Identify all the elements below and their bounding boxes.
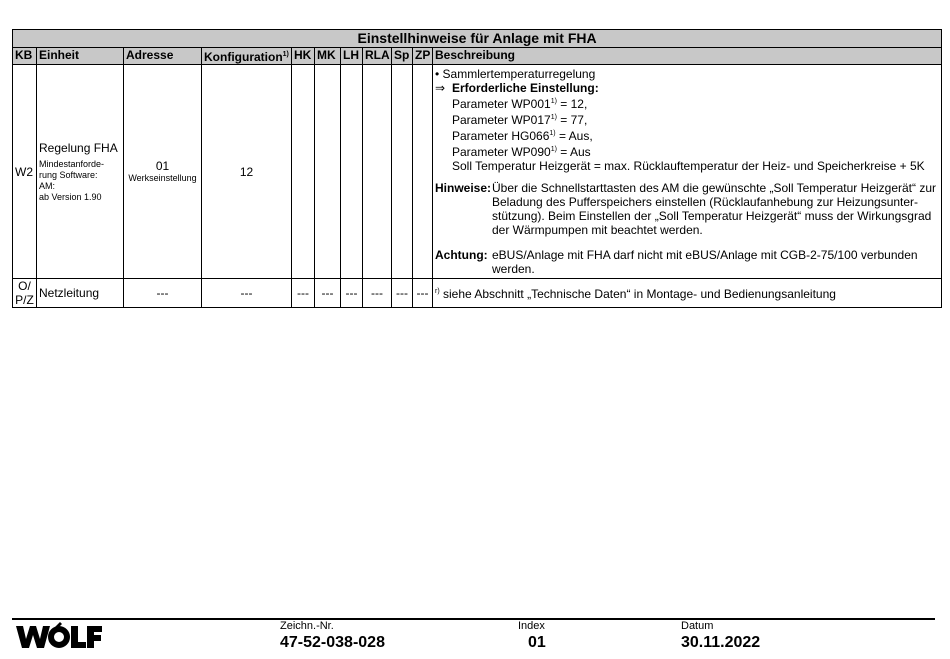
row1-rla [363, 65, 392, 279]
achtung-label: Achtung: [435, 248, 488, 262]
hinweise-line: stützung). Beim Einstellen der „Soll Temperatur Heizgerät“ muss der Wirkungsgrad [492, 209, 932, 223]
wolf-logo [16, 622, 102, 649]
header-adresse: Adresse [124, 48, 202, 65]
header-mk: MK [315, 48, 341, 65]
zeichn-label: Zeichn.-Nr. [280, 620, 334, 632]
param-name: Parameter WP090 [452, 145, 551, 159]
param-footnote: 1) [550, 114, 557, 121]
table-row [13, 279, 942, 308]
table-title: Einstellhinweise für Anlage mit FHA [13, 30, 942, 48]
achtung-block [435, 248, 939, 276]
row1-adresse [124, 65, 202, 279]
achtung-text [492, 248, 918, 276]
param-value: = Aus [556, 145, 591, 159]
footer-divider [12, 618, 935, 620]
row1-required-label: Erforderliche Einstellung: [452, 81, 599, 95]
row1-hk [292, 65, 315, 279]
header-konfiguration-label: Konfiguration [204, 50, 283, 64]
header-konfiguration [202, 48, 292, 65]
row1-kb: W2 [13, 65, 37, 279]
row2-hk: --- [292, 279, 315, 308]
row2-einheit: Netzleitung [37, 279, 124, 308]
table-row [13, 65, 942, 279]
index-label: Index [518, 620, 545, 632]
datum-label: Datum [681, 620, 714, 632]
row2-lh: --- [341, 279, 363, 308]
arrow-icon: ⇒ [435, 81, 446, 95]
row1-sp [392, 65, 413, 279]
datum-value: 30.11.2022 [681, 634, 761, 651]
param-value: = 77, [556, 113, 588, 127]
param-line [435, 143, 939, 159]
param-name: Parameter HG066 [452, 129, 550, 143]
param-value: = 12, [556, 97, 588, 111]
row1-lh [341, 65, 363, 279]
header-row [13, 48, 942, 65]
row1-adresse-value: 01 [155, 159, 170, 173]
row2-desc: siehe Abschnitt „Technische Daten“ in Montage- und Bedienungsanleitung [443, 287, 836, 301]
row1-einheit [37, 65, 124, 279]
param-line [435, 127, 939, 143]
row2-footnote: r) [435, 288, 440, 295]
row1-beschreibung [433, 65, 942, 279]
header-rla: RLA [363, 48, 392, 65]
header-einheit: Einheit [37, 48, 124, 65]
row2-kb-line-2: P/Z [15, 293, 34, 307]
header-kb: KB [13, 48, 37, 65]
row2-kb [13, 279, 37, 308]
header-konfiguration-footnote: 1) [282, 51, 289, 58]
param-value: = Aus, [555, 129, 593, 143]
soll-line: Soll Temperatur Heizgerät = max. Rücklauftemperatur der Heiz- und Speicherkreise + 5K [452, 159, 925, 173]
row1-zp [413, 65, 433, 279]
row2-sp: --- [392, 279, 413, 308]
param-line [435, 95, 939, 111]
zeichn-value: 47-52-038-028 [280, 634, 385, 651]
row1-einheit-note-4: ab Version 1.90 [39, 191, 102, 202]
achtung-line: eBUS/Anlage mit FHA darf nicht mit eBUS/Anlage mit CGB-2-75/100 verbunden [492, 248, 918, 262]
index-value: 01 [528, 634, 546, 651]
settings-table [12, 29, 942, 308]
header-lh: LH [341, 48, 363, 65]
param-line [435, 111, 939, 127]
hinweise-line: der Wärmpumpen mit beachtet werden. [492, 223, 703, 237]
row1-bullet: • Sammlertemperaturregelung [435, 67, 596, 81]
hinweise-label: Hinweise: [435, 181, 492, 195]
row2-zp: --- [413, 279, 433, 308]
row2-mk: --- [315, 279, 341, 308]
hinweise-line: Beladung des Pufferspeichers einstellen (Rücklaufanhebung zur Heizungsunter- [492, 195, 919, 209]
row1-einheit-note-2: rung Software: [39, 169, 98, 180]
row1-konfiguration: 12 [202, 65, 292, 279]
row1-einheit-title: Regelung FHA [39, 140, 118, 155]
header-sp: Sp [392, 48, 413, 65]
hinweise-block [435, 181, 939, 237]
param-name: Parameter WP017 [452, 113, 551, 127]
row1-required-line [435, 81, 939, 95]
hinweise-line: Über die Schnellstarttasten des AM die gewünschte „Soll Temperatur Heizgerät“ zur [492, 181, 936, 195]
hinweise-text [492, 181, 936, 237]
header-zp: ZP [413, 48, 433, 65]
row1-mk [315, 65, 341, 279]
row2-kb-line-1: O/ [18, 279, 31, 293]
param-footnote: 1) [550, 146, 557, 153]
header-beschreibung: Beschreibung [433, 48, 942, 65]
param-name: Parameter WP001 [452, 97, 551, 111]
header-hk: HK [292, 48, 315, 65]
row2-adresse: --- [124, 279, 202, 308]
row2-konfiguration: --- [202, 279, 292, 308]
row2-rla: --- [363, 279, 392, 308]
achtung-line: werden. [492, 262, 535, 276]
row1-adresse-note: Werkseinstellung [128, 173, 197, 183]
row1-einheit-note-1: Mindestanforde- [39, 158, 105, 169]
row1-einheit-note-3: AM: [39, 180, 56, 191]
param-footnote: 1) [549, 130, 556, 137]
row2-beschreibung [433, 279, 942, 308]
param-footnote: 1) [550, 98, 557, 105]
